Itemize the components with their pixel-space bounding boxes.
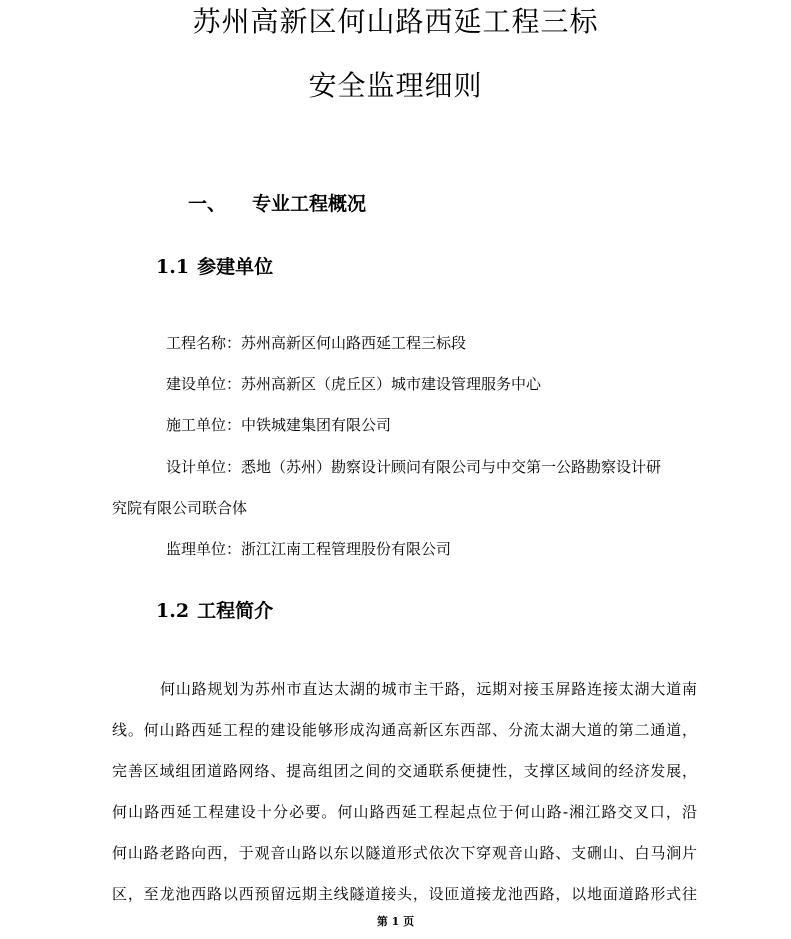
section-number: 1.2 — [156, 600, 190, 622]
intro-line: 区，至龙池西路以西预留远期主线隧道接头，设匝道接龙池西路，以地面道路形式往 — [112, 885, 697, 903]
supervision-unit-line: 监理单位：浙江江南工程管理股份有限公司 — [166, 540, 452, 558]
intro-line: 何山路西延工程建设十分必要。何山路西延工程起点位于何山路-湘江路交叉口，沿 — [112, 803, 697, 821]
section-number: 一、 — [188, 193, 227, 215]
section-title: 专业工程概况 — [252, 193, 367, 215]
intro-line: 完善区域组团道路网络、提高组团之间的交通联系便捷性，支撑区域间的经济发展， — [112, 762, 697, 780]
section-heading-1 — [188, 192, 366, 216]
section-heading-1-1 — [156, 255, 273, 279]
section-title: 参建单位 — [197, 256, 274, 278]
contractor-unit-line: 施工单位：中铁城建集团有限公司 — [166, 416, 392, 434]
document-title-line-1: 苏州高新区何山路西延工程三标 — [192, 5, 599, 38]
section-number: 1.1 — [156, 256, 190, 278]
page-number: 第 1 页 — [376, 915, 415, 928]
design-unit-line-continued: 究院有限公司联合体 — [112, 499, 248, 517]
section-heading-1-2 — [156, 599, 273, 623]
intro-line: 线。何山路西延工程的建设能够形成沟通高新区东西部、分流太湖大道的第二通道， — [112, 721, 697, 739]
section-title: 工程简介 — [197, 600, 274, 622]
document-title-line-2: 安全监理细则 — [308, 69, 483, 102]
intro-line: 何山路规划为苏州市直达太湖的城市主干路，远期对接玉屏路连接太湖大道南 — [160, 680, 697, 698]
intro-line: 何山路老路向西，于观音山路以东以隧道形式依次下穿观音山路、支硎山、白马涧片 — [112, 844, 697, 862]
design-unit-line: 设计单位：悉地（苏州）勘察设计顾问有限公司与中交第一公路勘察设计研 — [166, 458, 662, 476]
project-name-line: 工程名称：苏州高新区何山路西延工程三标段 — [166, 334, 467, 352]
client-unit-line: 建设单位：苏州高新区（虎丘区）城市建设管理服务中心 — [166, 375, 542, 393]
